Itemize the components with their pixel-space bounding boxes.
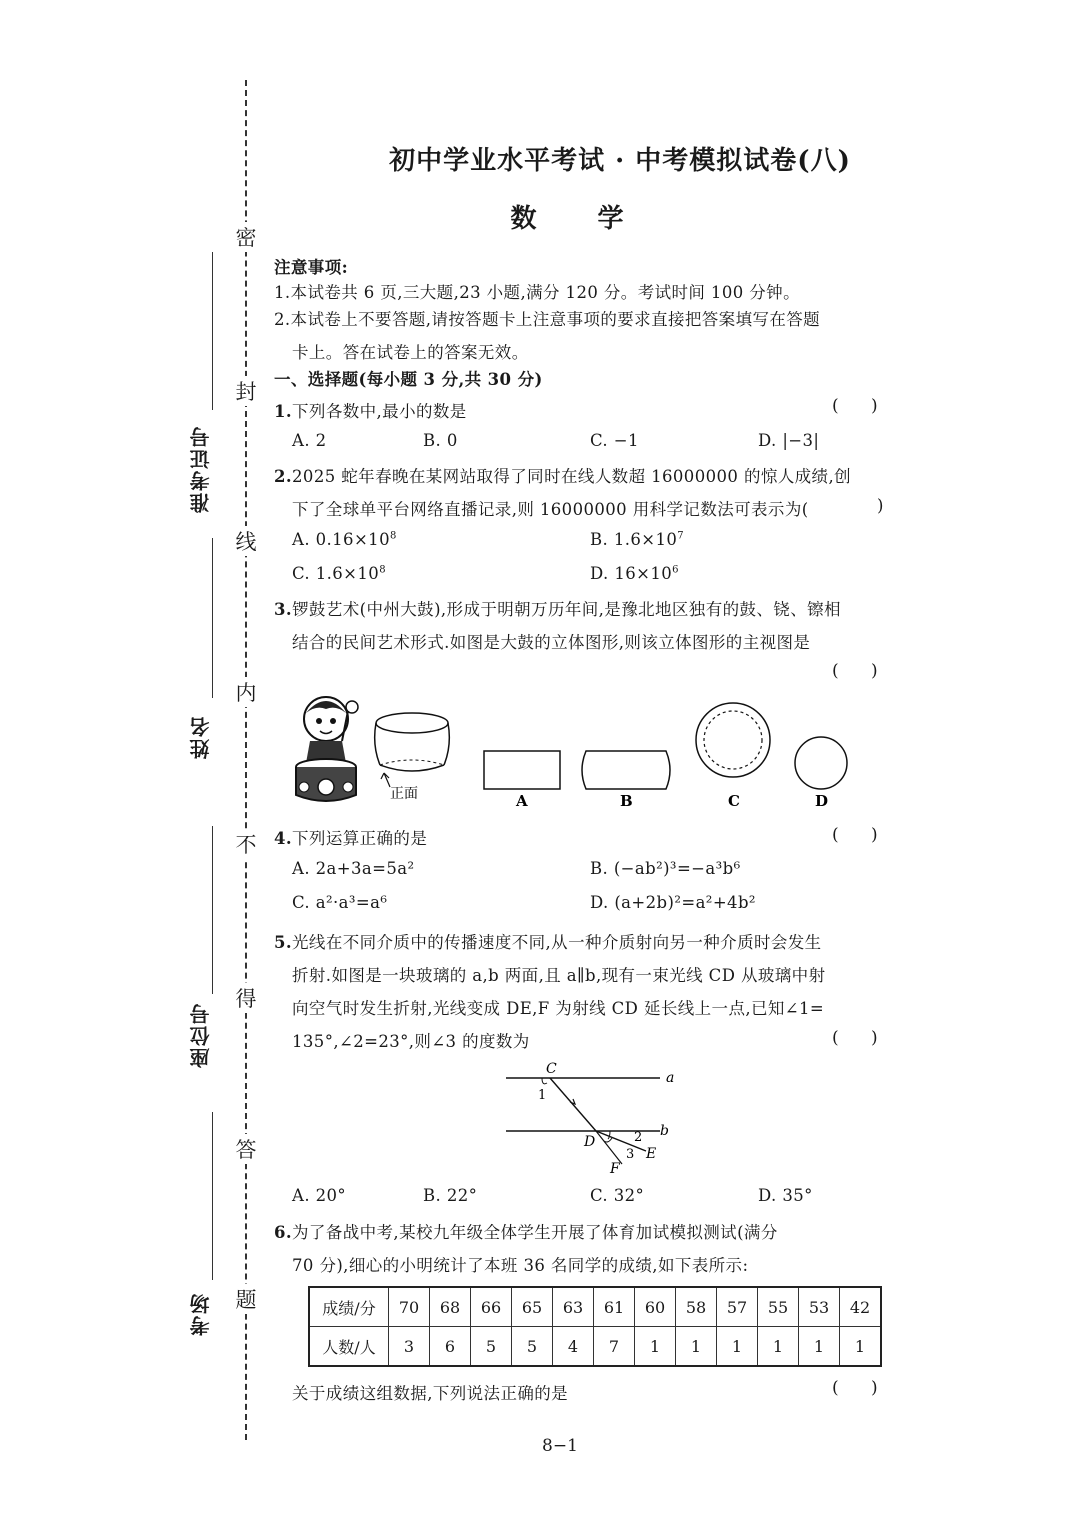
question-2-cont: 下了全球单平台网络直播记录,则 16000000 用科学记数法可表示为(	[292, 500, 809, 519]
score-cell: 60	[635, 1287, 676, 1327]
option-c[interactable]: C. a²·a³=a⁶	[292, 893, 388, 912]
point-d-label: D	[584, 1134, 596, 1150]
option-a[interactable]: A. $0.16\times 10^8$	[292, 530, 397, 549]
fill-line-name[interactable]	[212, 538, 213, 698]
answer-blank[interactable]: ( )	[832, 661, 878, 681]
name-label: 姓名	[189, 715, 213, 759]
figure-label-c: C	[728, 792, 740, 810]
q3-figure	[290, 695, 850, 815]
count-cell: 5	[471, 1327, 512, 1367]
score-cell: 65	[512, 1287, 553, 1327]
question-6	[274, 1219, 778, 1243]
ray-cd	[550, 1078, 596, 1131]
angle-3-label: 3	[626, 1147, 635, 1162]
question-number: 6.	[274, 1223, 293, 1242]
question-2	[274, 463, 851, 487]
option-c[interactable]: C. −1	[590, 431, 639, 450]
score-cell: 53	[799, 1287, 840, 1327]
fill-line-exam-number[interactable]	[212, 252, 213, 410]
page-number: 8−1	[542, 1436, 578, 1456]
figure-label-d: D	[815, 792, 829, 810]
question-number: 3.	[274, 600, 293, 619]
option-d[interactable]: D. |−3|	[758, 431, 820, 450]
point-e-label: E	[646, 1146, 657, 1162]
notes-heading: 注意事项:	[274, 258, 349, 277]
seat-number-label: 座位号	[189, 1002, 213, 1068]
option-c-shape[interactable]	[696, 703, 770, 777]
fill-line-room[interactable]	[212, 1112, 213, 1280]
drum-solid-figure	[375, 713, 450, 787]
count-cell: 1	[840, 1327, 882, 1367]
count-cell: 7	[594, 1327, 635, 1367]
question-4	[274, 825, 427, 849]
seal-char: 封	[234, 376, 258, 406]
drummer-illustration	[296, 697, 358, 801]
score-cell: 61	[594, 1287, 635, 1327]
score-cell: 58	[676, 1287, 717, 1327]
exam-number-label: 准考证号	[189, 425, 213, 513]
question-stem: 下列运算正确的是	[292, 829, 428, 848]
line-b-label: b	[660, 1123, 669, 1139]
count-cell: 6	[430, 1327, 471, 1367]
option-b[interactable]: B. 0	[423, 431, 458, 450]
option-c[interactable]: C. $1.6\times 10^8$	[292, 564, 386, 583]
option-b[interactable]: B. $1.6\times 10^7$	[590, 530, 685, 549]
option-a[interactable]: A. 2a+3a=5a²	[292, 859, 415, 878]
question-3	[274, 596, 841, 620]
count-cell: 1	[635, 1327, 676, 1367]
figure-label-a: A	[516, 792, 528, 810]
count-cell: 1	[676, 1327, 717, 1367]
line-a-label: a	[666, 1070, 675, 1086]
table-row	[309, 1287, 881, 1327]
score-cell: 55	[758, 1287, 799, 1327]
question-number: 1.	[274, 402, 293, 421]
fill-line-seat[interactable]	[212, 826, 213, 994]
question-stem: 光线在不同介质中的传播速度不同,从一种介质射向另一种介质时会发生	[292, 933, 822, 952]
table-header-cell: 成绩/分	[309, 1287, 389, 1327]
seal-char: 答	[234, 1134, 258, 1164]
exam-title: 初中学业水平考试 · 中考模拟试卷(八)	[389, 146, 851, 176]
option-b[interactable]: B. (−ab²)³=−a³b⁶	[590, 859, 741, 878]
refraction-figure	[500, 1058, 700, 1178]
count-cell: 1	[758, 1327, 799, 1367]
count-cell: 1	[799, 1327, 840, 1367]
count-cell: 5	[512, 1327, 553, 1367]
option-b-shape[interactable]	[582, 751, 670, 789]
score-cell: 42	[840, 1287, 882, 1327]
question-6-followup: 关于成绩这组数据,下列说法正确的是	[292, 1384, 569, 1403]
option-d[interactable]: D. (a+2b)²=a²+4b²	[590, 893, 756, 912]
seal-char: 密	[234, 222, 258, 252]
question-5	[274, 929, 822, 953]
option-a-shape[interactable]	[484, 751, 560, 789]
answer-blank[interactable]: ( )	[832, 396, 878, 416]
question-5-cont-1: 折射.如图是一块玻璃的 a,b 两面,且 a∥b,现有一束光线 CD 从玻璃中射	[292, 966, 826, 985]
score-cell: 63	[553, 1287, 594, 1327]
score-table	[308, 1286, 882, 1367]
seal-char: 题	[234, 1284, 258, 1314]
notes-line-2: 2.本试卷上不要答题,请按答题卡上注意事项的要求直接把答案填写在答题	[274, 310, 821, 329]
angle-2-label: 2	[634, 1130, 643, 1145]
question-3-cont: 结合的民间艺术形式.如图是大鼓的立体图形,则该立体图形的主视图是	[292, 633, 811, 652]
score-cell: 70	[389, 1287, 430, 1327]
option-d-shape[interactable]	[795, 737, 847, 789]
question-5-cont-2: 向空气时发生折射,光线变成 DE,F 为射线 CD 延长线上一点,已知∠1=	[292, 999, 825, 1018]
option-a[interactable]: A. 20°	[292, 1186, 347, 1205]
question-number: 2.	[274, 467, 293, 486]
question-stem: 为了备战中考,某校九年级全体学生开展了体育加试模拟测试(满分	[292, 1223, 778, 1242]
answer-blank[interactable]: ( )	[832, 1378, 878, 1398]
question-number: 5.	[274, 933, 293, 952]
question-5-cont-3: 135°,∠2=23°,则∠3 的度数为	[292, 1032, 530, 1051]
notes-line-2-cont: 卡上。答在试卷上的答案无效。	[292, 343, 529, 362]
point-f-label: F	[610, 1161, 620, 1177]
question-6-cont: 70 分),细心的小明统计了本班 36 名同学的成绩,如下表所示:	[292, 1256, 749, 1275]
option-c[interactable]: C. 32°	[590, 1186, 645, 1205]
question-1	[274, 398, 467, 422]
answer-blank[interactable]: ( )	[832, 1028, 878, 1048]
seal-char: 线	[234, 526, 258, 556]
score-cell: 68	[430, 1287, 471, 1327]
seal-char: 内	[234, 677, 258, 707]
table-row	[309, 1327, 881, 1367]
point-c-label: C	[546, 1061, 557, 1077]
answer-blank-close: )	[877, 496, 884, 515]
binding-dashed-line	[245, 80, 247, 1440]
angle-1-label: 1	[538, 1088, 547, 1103]
exam-room-label: 考场	[189, 1292, 213, 1336]
section-heading: 一、选择题(每小题 3 分,共 30 分)	[274, 370, 543, 389]
count-cell: 4	[553, 1327, 594, 1367]
subject-title: 数 学	[510, 204, 650, 234]
score-cell: 66	[471, 1287, 512, 1327]
option-b[interactable]: B. 22°	[423, 1186, 478, 1205]
question-stem: 下列各数中,最小的数是	[292, 402, 467, 421]
option-d[interactable]: D. 35°	[758, 1186, 813, 1205]
option-d[interactable]: D. $16\times 10^6$	[590, 564, 679, 583]
count-cell: 3	[389, 1327, 430, 1367]
question-number: 4.	[274, 829, 293, 848]
question-stem: 锣鼓艺术(中州大鼓),形成于明朝万历年间,是豫北地区独有的鼓、铙、镲相	[292, 600, 841, 619]
answer-blank[interactable]: ( )	[832, 825, 878, 845]
figure-label-b: B	[620, 792, 633, 810]
score-cell: 57	[717, 1287, 758, 1327]
notes-line-1: 1.本试卷共 6 页,三大题,23 小题,满分 120 分。考试时间 100 分钟。	[274, 283, 800, 302]
seal-char: 得	[234, 983, 258, 1013]
question-stem: 2025 蛇年春晚在某网站取得了同时在线人数超 16000000 的惊人成绩,创	[292, 467, 851, 486]
table-header-cell: 人数/人	[309, 1327, 389, 1367]
seal-char: 不	[234, 829, 258, 859]
front-label: 正面	[390, 786, 418, 802]
count-cell: 1	[717, 1327, 758, 1367]
option-a[interactable]: A. 2	[292, 431, 327, 450]
